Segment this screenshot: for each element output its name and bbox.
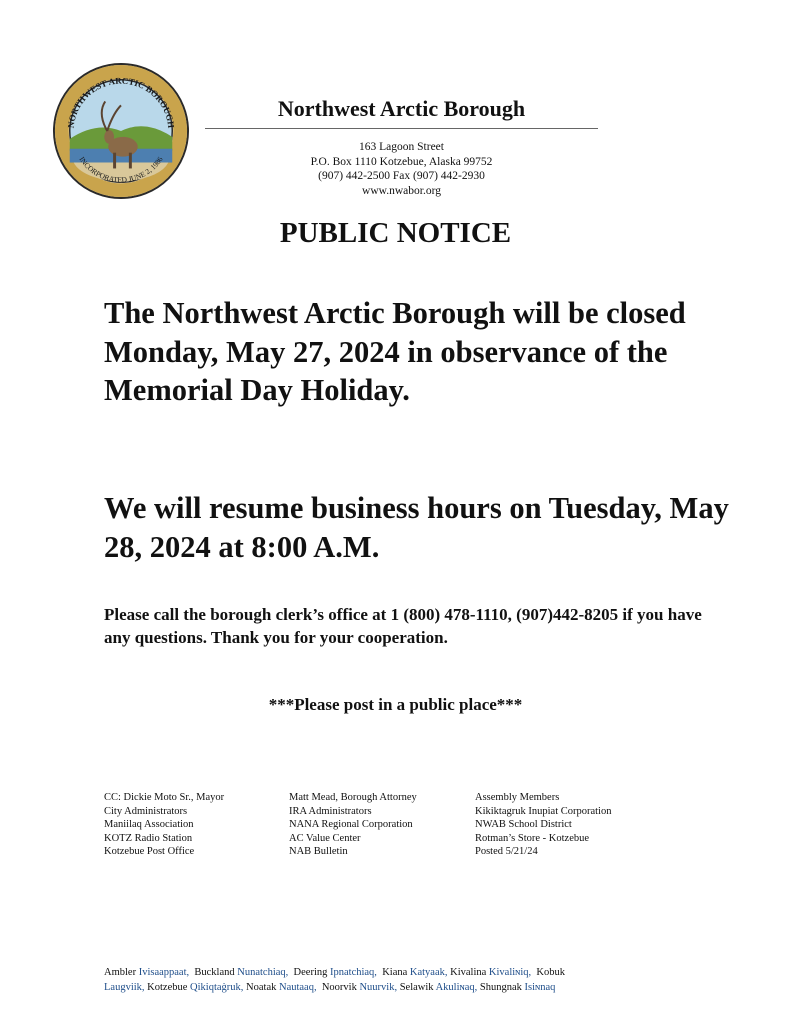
cc-entry: City Administrators	[104, 805, 188, 817]
cc-entry: Posted 5/21/24	[475, 846, 538, 857]
village-list-footer	[104, 966, 704, 995]
village-name: Selawik	[399, 981, 434, 993]
address-line: P.O. Box 1110 Kotzebue, Alaska 99752	[310, 155, 493, 168]
organization-name: Northwest Arctic Borough	[277, 96, 526, 121]
borough-seal-logo	[52, 62, 190, 200]
cc-entry: KOTZ Radio Station	[104, 832, 193, 844]
village-line-1	[104, 966, 704, 981]
cc-entry: NAB Bulletin	[289, 846, 348, 857]
village-name: Deering	[293, 967, 328, 978]
seal-text-bottom: INCORPORATED JUNE 2, 1986	[77, 154, 165, 185]
address-block	[205, 140, 598, 198]
address-line: (907) 442-2500 Fax (907) 442-2930	[318, 170, 485, 182]
notice-title: PUBLIC NOTICE	[279, 217, 512, 249]
village-native-name: Katyaak,	[409, 967, 448, 978]
cc-entry: Kotzebue Post Office	[104, 846, 195, 857]
village-name: Noorvik	[321, 981, 357, 993]
header-divider	[205, 128, 598, 129]
village-native-name: Nunatchiaq,	[237, 967, 289, 978]
village-native-name: Akuliɴaq,	[435, 981, 478, 993]
village-native-name: Laugviik,	[104, 981, 145, 993]
village-name: Kivalina	[450, 967, 487, 978]
website-line: www.nwabor.org	[362, 184, 441, 197]
contact-message: Please call the borough clerk’s office at 1 (800) 478-1110, (907)442-8205 if you have any questions. Thank you for your cooperation.	[104, 605, 702, 647]
village-name: Kiana	[382, 967, 408, 978]
resume-message: We will resume business hours on Tuesday, May 28, 2024 at 8:00 A.M.	[104, 491, 729, 564]
cc-entry: IRA Administrators	[289, 805, 372, 817]
seal-text-top: NORTHWEST ARCTIC BOROUGH	[65, 75, 177, 129]
village-native-name: Nautaaq,	[278, 981, 317, 993]
cc-entry: Kikiktagruk Inupiat Corporation	[475, 805, 612, 817]
village-native-name: Qikiqtaġruk,	[190, 981, 244, 993]
cc-entry: Maniilaq Association	[104, 819, 194, 830]
village-name: Ambler	[104, 967, 137, 978]
village-name: Noatak	[246, 981, 277, 993]
closure-message: The Northwest Arctic Borough will be closed Monday, May 27, 2024 in observance of the Memorial Day Holiday.	[104, 296, 686, 407]
cc-entry: AC Value Center	[289, 832, 361, 844]
cc-entry: Rotman’s Store - Kotzebue	[475, 832, 590, 844]
seal-graphic	[52, 62, 190, 200]
cc-entry: Assembly Members	[475, 792, 560, 803]
village-native-name: Kivaliɴiq,	[488, 967, 532, 978]
cc-entry: CC: Dickie Moto Sr., Mayor	[104, 792, 225, 803]
cc-entry: NANA Regional Corporation	[289, 819, 413, 830]
address-line: 163 Lagoon Street	[359, 141, 444, 153]
village-line-2	[104, 981, 704, 996]
cc-column-3	[475, 791, 611, 859]
village-native-name: Ipnatchiaq,	[330, 967, 377, 978]
village-name: Kobuk	[536, 967, 566, 978]
cc-column-2	[289, 791, 417, 859]
cc-column-1	[104, 791, 224, 859]
cc-entry: NWAB School District	[475, 819, 572, 830]
village-native-name: Nuurvik,	[359, 981, 398, 993]
village-name: Buckland	[194, 967, 235, 978]
village-native-name: Ivisaappaat,	[138, 967, 190, 978]
cc-entry: Matt Mead, Borough Attorney	[289, 792, 417, 803]
post-instruction: ***Please post in a public place***	[268, 695, 523, 714]
village-name: Shungnak	[479, 981, 522, 993]
village-name: Kotzebue	[147, 981, 188, 993]
village-native-name: Isiɴnaq	[524, 981, 556, 993]
